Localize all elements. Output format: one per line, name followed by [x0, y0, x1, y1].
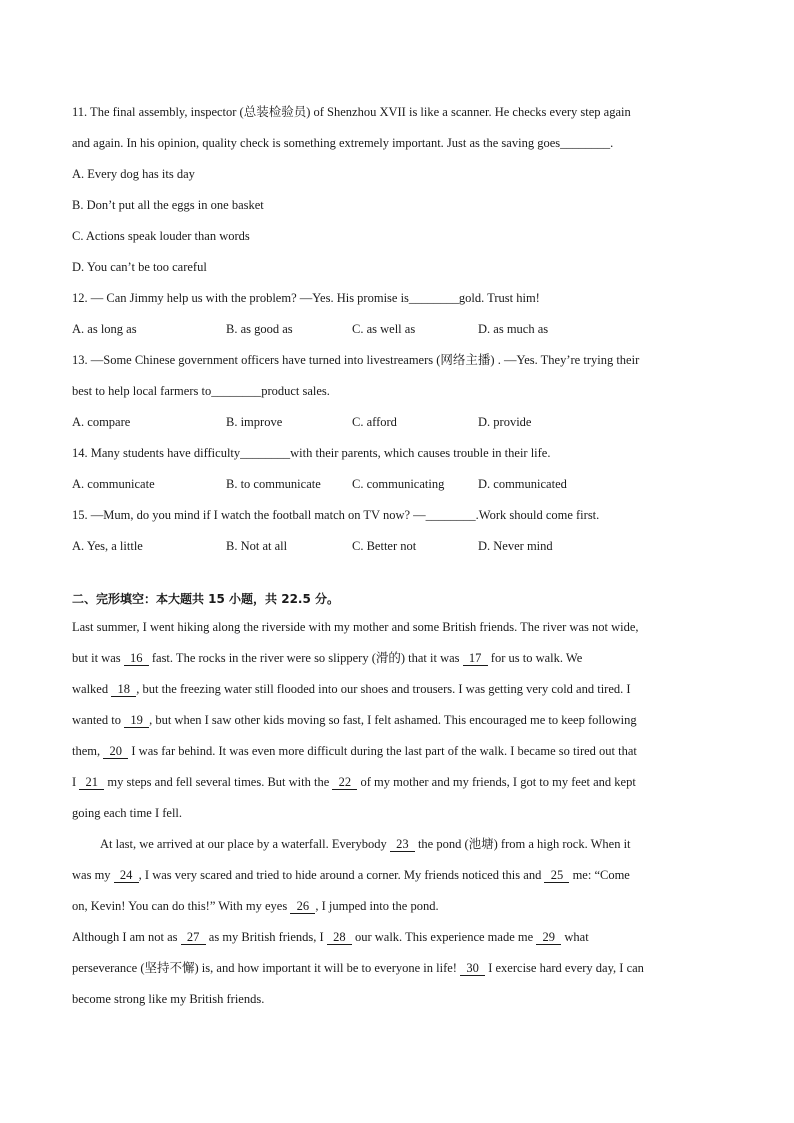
blank-number: 27	[180, 930, 206, 944]
passage-text: I exercise hard every day, I can	[485, 961, 644, 975]
blank-number: 20	[103, 744, 129, 758]
answer-option: B. improve	[226, 415, 283, 429]
section-title: 二、完形填空：本大题共 15 小题，共 22.5 分。	[72, 592, 340, 606]
answer-options-row	[72, 534, 732, 565]
answer-option: D. communicated	[478, 477, 567, 491]
passage-text: walked	[72, 682, 112, 696]
question-stem-line: 15. —Mum, do you mind if I watch the football match on TV now? —________.Work should come first.	[72, 508, 600, 522]
passage-text: was my	[72, 868, 114, 882]
answer-option: A. compare	[72, 415, 131, 429]
passage-text: the pond (池塘) from a high rock. When it	[414, 837, 631, 851]
blank-number: 24	[113, 868, 139, 882]
answer-option: B. Not at all	[226, 539, 288, 553]
blank-number: 26	[290, 899, 316, 913]
passage-text: become strong like my British friends.	[72, 992, 265, 1006]
passage-text: Although I am not as	[72, 930, 181, 944]
passage-text: my steps and fell several times. But with the	[104, 775, 333, 789]
passage-line	[72, 832, 732, 863]
passage-line	[72, 646, 732, 677]
question-stem-line: 11. The final assembly, inspector (总装检验员) of Shenzhou XVII is like a scanner. He checks every step again	[72, 105, 631, 119]
section-spacer	[72, 565, 732, 589]
answer-option: C. Actions speak louder than words	[72, 229, 250, 243]
passage-text: Last summer, I went hiking along the riverside with my mother and some British friends. The river was not wide,	[72, 620, 639, 634]
question-stem-line: 12. — Can Jimmy help us with the problem? —Yes. His promise is________gold. Trust him!	[72, 291, 540, 305]
passage-text: I was far behind. It was even more difficult during the last part of the walk. I became so tired out that	[128, 744, 637, 758]
passage-line	[72, 801, 732, 832]
passage-text: them,	[72, 744, 104, 758]
blank-number: 23	[389, 837, 415, 851]
passage-text: our walk. This experience made me	[351, 930, 537, 944]
passage-line	[72, 894, 732, 925]
passage-text: but it was	[72, 651, 124, 665]
question-stem-line: and again. In his opinion, quality check is something extremely important. Just as the saving goes________.	[72, 136, 614, 150]
answer-option: C. as well as	[352, 322, 416, 336]
passage-line	[72, 708, 732, 739]
passage-text: At last, we arrived at our place by a waterfall. Everybody	[100, 837, 390, 851]
question-stem-line: 14. Many students have difficulty________with their parents, which causes trouble in their life.	[72, 446, 551, 460]
passage-line	[72, 987, 732, 1018]
blank-number: 17	[462, 651, 488, 665]
answer-option: B. to communicate	[226, 477, 321, 491]
passage-text: for us to walk. We	[487, 651, 583, 665]
answer-option: C. communicating	[352, 477, 445, 491]
passage-line	[72, 677, 732, 708]
passage-text: , but the freezing water still flooded into our shoes and trousers. I was getting very cold and tired. I	[136, 682, 631, 696]
passage-line	[72, 739, 732, 770]
passage-text: wanted to	[72, 713, 125, 727]
answer-option: D. You can’t be too careful	[72, 260, 207, 274]
answer-option: C. afford	[352, 415, 397, 429]
answer-options-row	[72, 410, 732, 441]
passage-line	[72, 956, 732, 987]
answer-option: D. as much as	[478, 322, 549, 336]
answer-option: A. as long as	[72, 322, 137, 336]
blank-number: 28	[326, 930, 352, 944]
passage-line	[72, 863, 732, 894]
blank-number: 25	[544, 868, 570, 882]
answer-option: A. Every dog has its day	[72, 167, 195, 181]
blank-number: 21	[79, 775, 105, 789]
passage-text: , I was very scared and tried to hide around a corner. My friends noticed this and	[138, 868, 545, 882]
blank-number: 29	[536, 930, 562, 944]
passage-text: fast. The rocks in the river were so slippery (滑的) that it was	[148, 651, 463, 665]
passage-line	[72, 770, 732, 801]
question-stem-line: best to help local farmers to________product sales.	[72, 384, 330, 398]
passage-text: perseverance (坚持不懈) is, and how important it will be to everyone in life!	[72, 961, 461, 975]
passage-text: I	[72, 775, 80, 789]
answer-option: C. Better not	[352, 539, 417, 553]
blank-number: 16	[123, 651, 149, 665]
passage-line	[72, 925, 732, 956]
answer-option: D. Never mind	[478, 539, 553, 553]
answer-options-row	[72, 472, 732, 503]
blank-number: 18	[111, 682, 137, 696]
answer-option: A. Yes, a little	[72, 539, 143, 553]
answer-option: D. provide	[478, 415, 532, 429]
blank-number: 22	[332, 775, 358, 789]
answer-options-row	[72, 317, 732, 348]
answer-option: B. as good as	[226, 322, 293, 336]
passage-line	[72, 615, 732, 646]
question-stem-line: 13. —Some Chinese government officers have turned into livestreamers (网络主播) . —Yes. They’re trying their	[72, 353, 640, 367]
passage-text: what	[561, 930, 589, 944]
blank-number: 30	[460, 961, 486, 975]
passage-text: on, Kevin! You can do this!” With my eyes	[72, 899, 291, 913]
passage-text: , but when I saw other kids moving so fast, I felt ashamed. This encouraged me to keep following	[149, 713, 637, 727]
passage-text: going each time I fell.	[72, 806, 183, 820]
passage-text: of my mother and my friends, I got to my feet and kept	[357, 775, 636, 789]
passage-text: as my British friends, I	[205, 930, 327, 944]
answer-option: A. communicate	[72, 477, 155, 491]
blank-number: 19	[124, 713, 150, 727]
passage-text: me: “Come	[569, 868, 630, 882]
passage-text: , I jumped into the pond.	[315, 899, 439, 913]
exam-page	[72, 100, 732, 1018]
answer-option: B. Don’t put all the eggs in one basket	[72, 198, 264, 212]
